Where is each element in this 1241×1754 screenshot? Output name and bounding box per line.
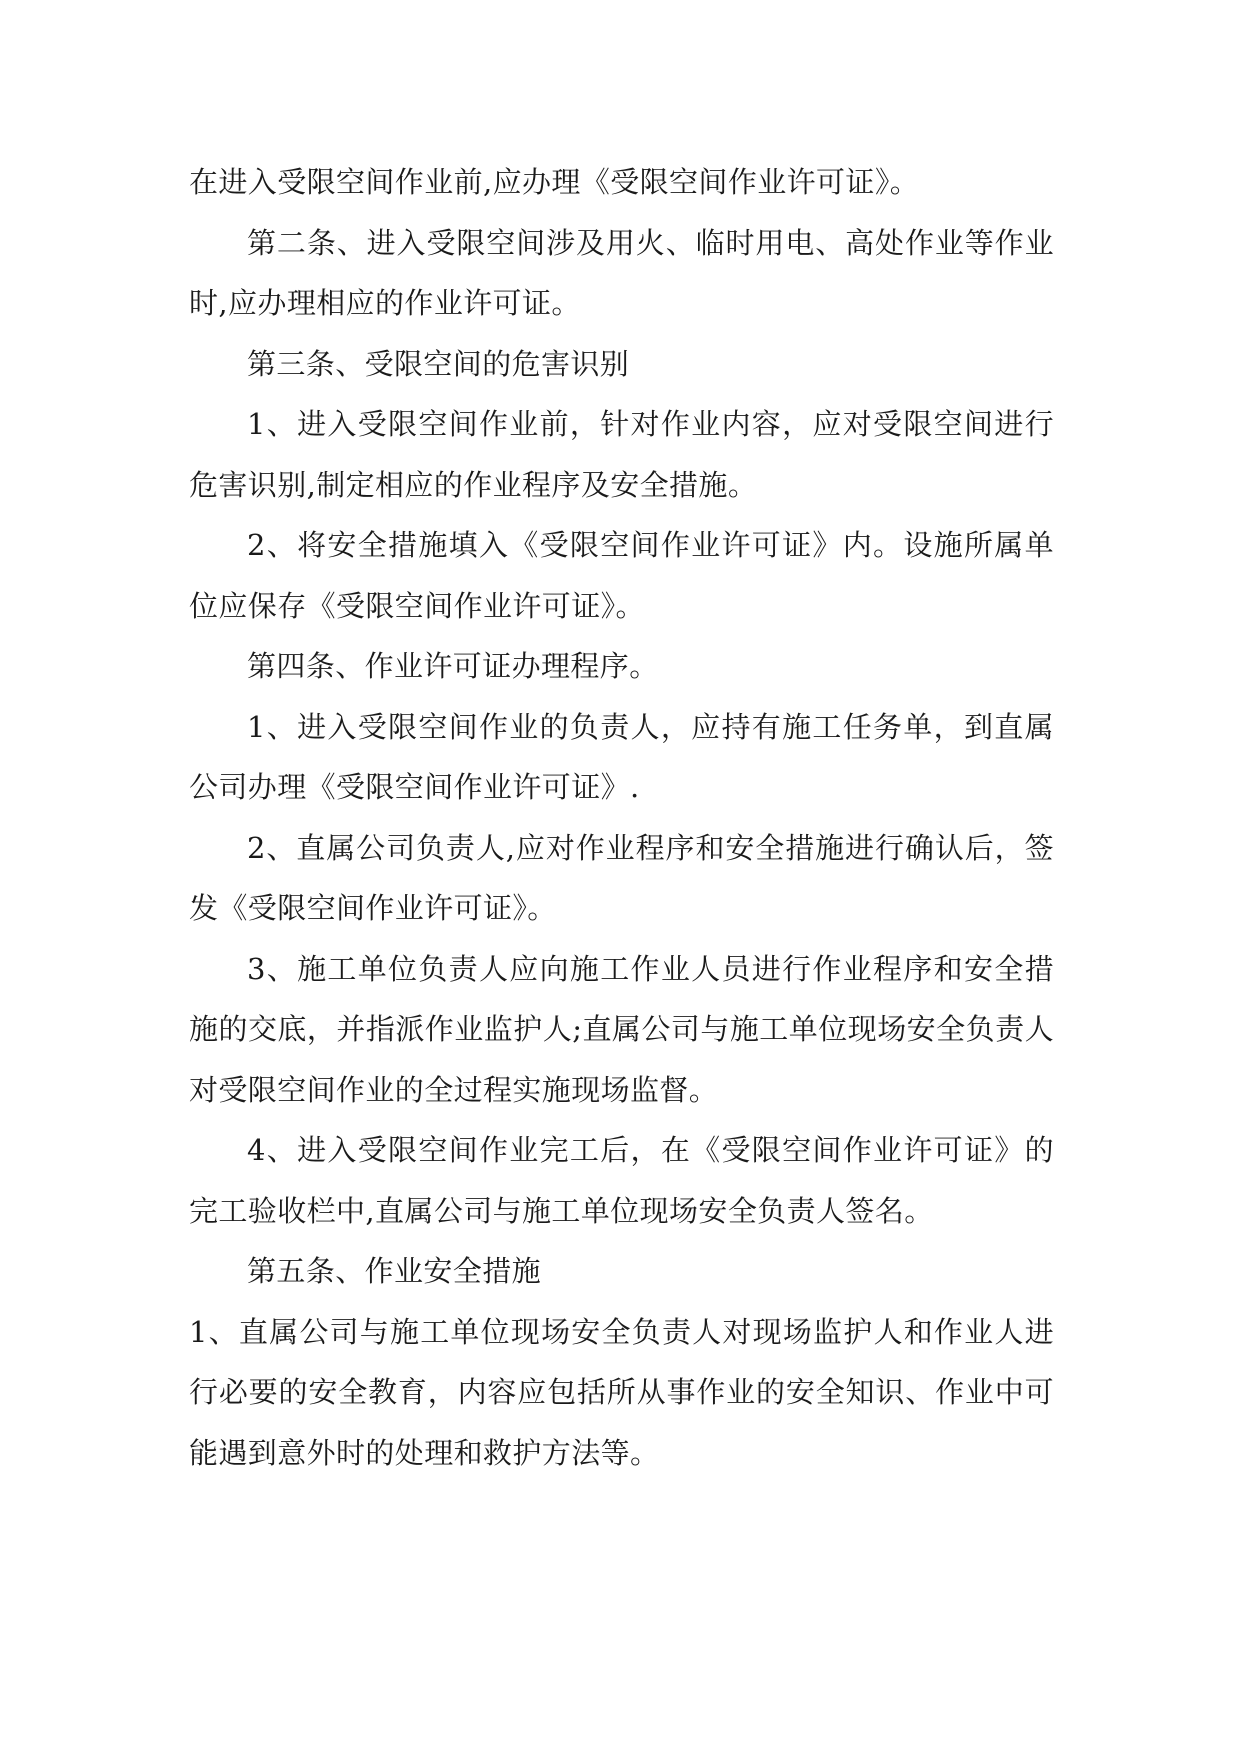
paragraph: 第二条、进入受限空间涉及用火、临时用电、高处作业等作业时,应办理相应的作业许可证。 bbox=[189, 225, 1054, 320]
paragraph: 在进入受限空间作业前,应办理《受限空间作业许可证》。 bbox=[189, 165, 920, 199]
document-body bbox=[189, 152, 1054, 1483]
section-heading: 第三条、受限空间的危害识别 bbox=[247, 346, 630, 381]
section-heading: 第五条、作业安全措施 bbox=[247, 1254, 542, 1288]
paragraph: 3、施工单位负责人应向施工作业人员进行作业程序和安全措施的交底，并指派作业监护人;直属公司与施工单位现场安全负责人对受限空间作业的全过程实施现场监督。 bbox=[189, 951, 1054, 1107]
paragraph: 1、进入受限空间作业前，针对作业内容，应对受限空间进行危害识别,制定相应的作业程序及安全措施。 bbox=[189, 407, 1054, 502]
paragraph: 1、直属公司与施工单位现场安全负责人对现场监护人和作业人进行必要的安全教育，内容应包括所从事作业的安全知识、作业中可能遇到意外时的处理和救护方法等。 bbox=[189, 1314, 1054, 1470]
paragraph: 2、直属公司负责人,应对作业程序和安全措施进行确认后，签发《受限空间作业许可证》。 bbox=[189, 830, 1054, 925]
paragraph: 4、进入受限空间作业完工后，在《受限空间作业许可证》的完工验收栏中,直属公司与施工单位现场安全负责人签名。 bbox=[189, 1133, 1054, 1228]
paragraph: 2、将安全措施填入《受限空间作业许可证》内。设施所属单位应保存《受限空间作业许可证》。 bbox=[189, 528, 1054, 623]
paragraph: 1、进入受限空间作业的负责人，应持有施工任务单，到直属公司办理《受限空间作业许可证》. bbox=[189, 709, 1054, 804]
section-heading: 第四条、作业许可证办理程序。 bbox=[247, 649, 659, 683]
